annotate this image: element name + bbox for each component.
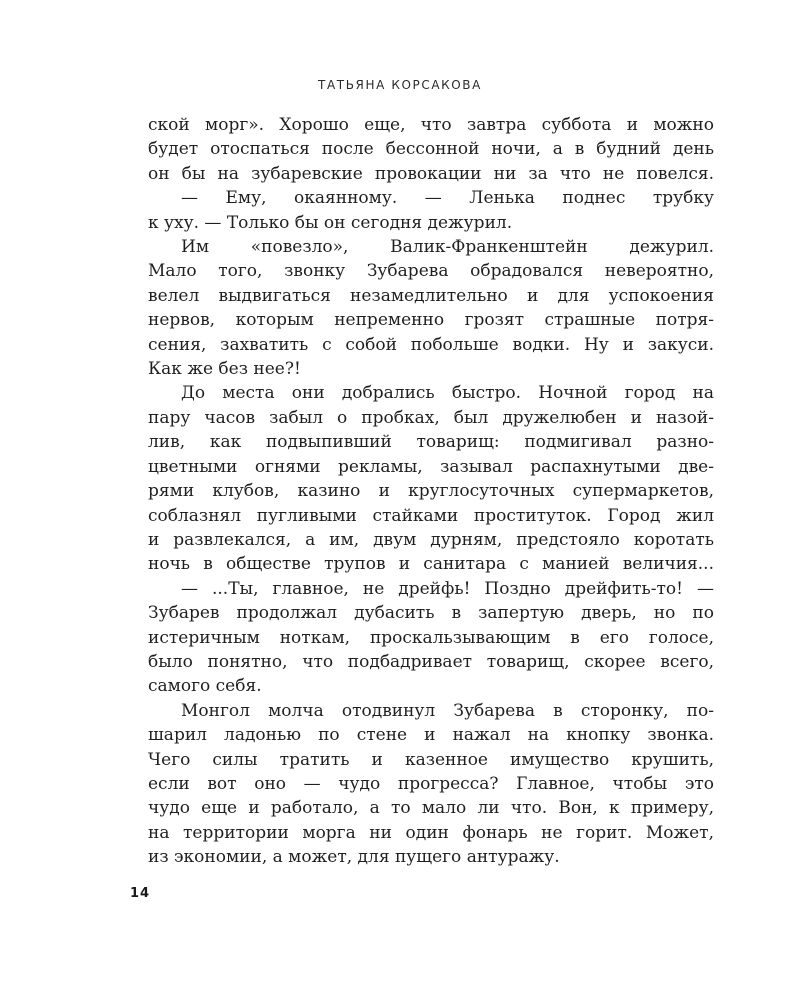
text-line: лив, как подвыпивший товарищ: подмигивал разно- [148, 432, 714, 453]
text-line: Монгол молча отодвинул Зубарева в сторонку, по- [181, 700, 714, 721]
text-line: чудо еще и работало, а то мало ли что. Вон, к примеру, [148, 798, 714, 819]
text-line: будет отоспаться после бессонной ночи, а в будний день [148, 139, 714, 160]
text-line: ночь в обществе трупов и санитара с манией величия... [148, 554, 714, 575]
text-line: было понятно, что подбадривает товарищ, скорее всего, [148, 651, 714, 672]
text-line: если вот оно — чудо прогресса? Главное, чтобы это [148, 773, 714, 794]
text-line: из экономии, а может, для пущего антуражу. [148, 847, 560, 868]
text-line: самого себя. [148, 676, 262, 697]
text-line: До места они добрались быстро. Ночной город на [181, 383, 714, 404]
text-line: к уху. — Только бы он сегодня дежурил. [148, 212, 513, 233]
text-line: — Ему, окаянному. — Ленька поднес трубку [181, 188, 714, 209]
text-line: он бы на зубаревские провокации ни за что не повелся. [148, 163, 714, 184]
text-line: цветными огнями рекламы, зазывал распахнутыми две- [148, 456, 714, 477]
body-text [148, 113, 714, 870]
page-number: 14 [130, 886, 151, 901]
text-line: — ...Ты, главное, не дрейфь! Поздно дрейфить-то! — [181, 578, 714, 599]
text-line: на территории морга ни один фонарь не горит. Может, [148, 822, 714, 843]
text-line: рями клубов, казино и круглосуточных супермаркетов, [148, 481, 714, 502]
text-line: истеричным ноткам, проскальзывающим в его голосе, [148, 627, 714, 648]
text-line: пару часов забыл о пробках, был дружелюбен и назой- [148, 407, 714, 428]
running-head-author: ТАТЬЯНА КОРСАКОВА [318, 78, 482, 92]
text-line: Мало того, звонку Зубарева обрадовался невероятно, [148, 261, 714, 282]
text-line: соблазнял пугливыми стайками проституток. Город жил [148, 505, 714, 526]
text-line: сения, захватить с собой побольше водки. Ну и закуси. [148, 334, 714, 355]
text-line: Чего силы тратить и казенное имущество крушить, [148, 749, 714, 770]
text-line: и развлекался, а им, двум дурням, предстояло коротать [148, 529, 714, 550]
text-line: велел выдвигаться незамедлительно и для успокоения [148, 285, 714, 306]
text-line: Зубарев продолжал дубасить в запертую дверь, но по [148, 603, 714, 624]
text-line: шарил ладонью по стене и нажал на кнопку звонка. [148, 725, 714, 746]
text-line: нервов, которым непременно грозят страшные потря- [148, 310, 714, 331]
text-line: Им «повезло», Валик-Франкенштейн дежурил. [181, 237, 714, 258]
text-line: Как же без нее?! [148, 359, 301, 380]
text-line: ской морг». Хорошо еще, что завтра суббота и можно [148, 115, 714, 135]
